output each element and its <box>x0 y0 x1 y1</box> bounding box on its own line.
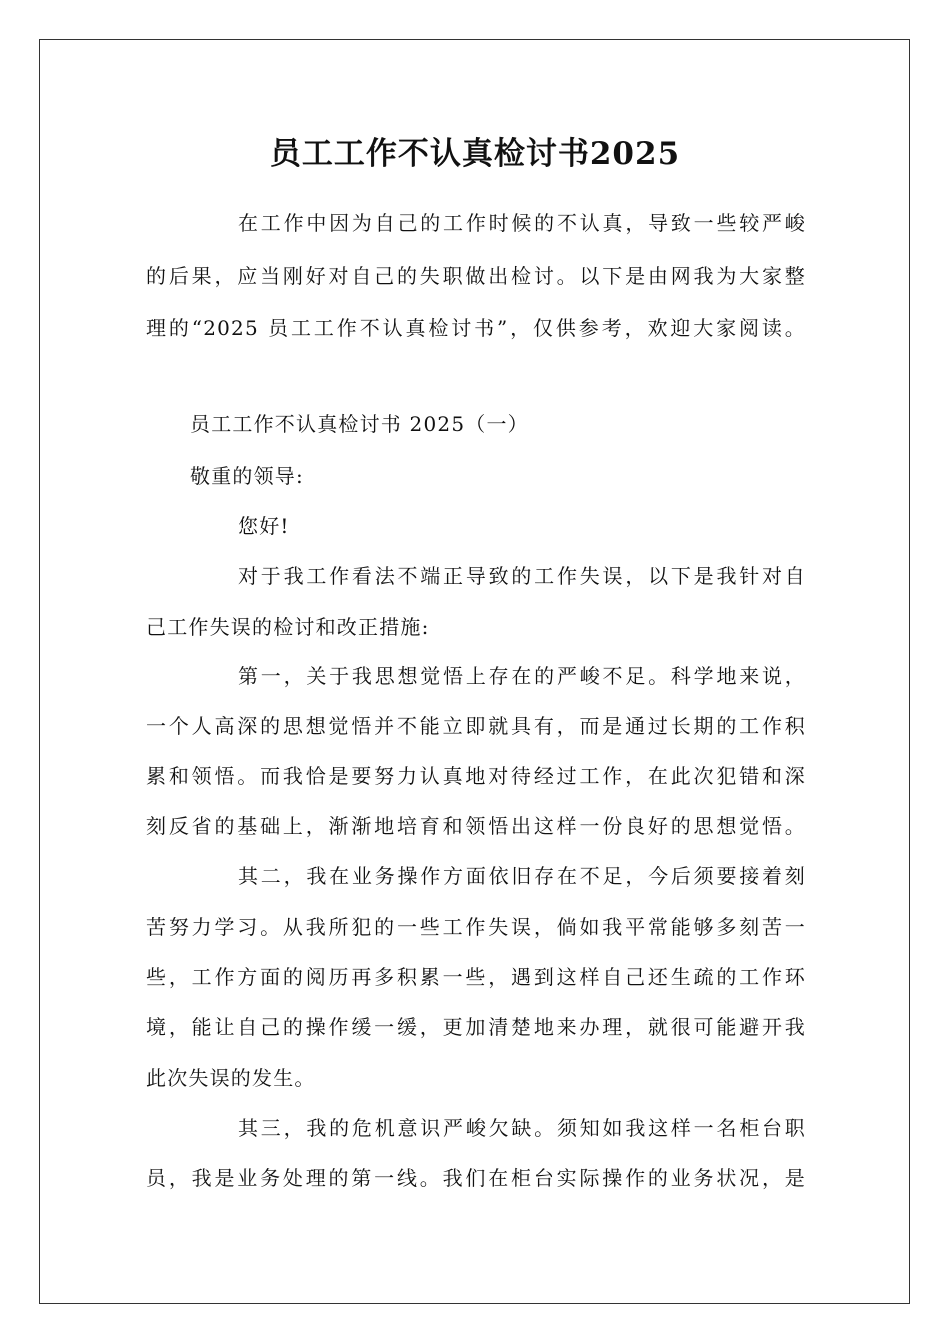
para2-line-1: 第一，关于我思想觉悟上存在的严峻不足。科学地来说， <box>238 664 806 688</box>
greeting: 您好! <box>238 514 290 538</box>
para2-line-4: 刻反省的基础上，渐渐地培育和领悟出这样一份良好的思想觉悟。 <box>146 814 806 838</box>
intro-line-3: 理的“2025 员工工作不认真检讨书”，仅供参考，欢迎大家阅读。 <box>146 316 806 340</box>
intro-line-2: 的后果，应当刚好对自己的失职做出检讨。以下是由网我为大家整 <box>146 264 806 288</box>
para1-line-2: 己工作失误的检讨和改正措施: <box>146 615 430 639</box>
para3-line-3: 些，工作方面的阅历再多积累一些，遇到这样自己还生疏的工作环 <box>146 965 806 989</box>
para4-line-1: 其三，我的危机意识严峻欠缺。须知如我这样一名柜台职 <box>238 1116 806 1140</box>
para1-line-1: 对于我工作看法不端正导致的工作失误，以下是我针对自 <box>238 564 806 588</box>
intro-line-1: 在工作中因为自己的工作时候的不认真，导致一些较严峻 <box>238 211 806 235</box>
section-title: 员工工作不认真检讨书 2025（一） <box>190 412 529 436</box>
para3-line-5: 此次失误的发生。 <box>146 1066 316 1090</box>
para4-line-2: 员，我是业务处理的第一线。我们在柜台实际操作的业务状况，是 <box>146 1166 806 1190</box>
salutation: 敬重的领导: <box>190 464 304 488</box>
para2-line-3: 累和领悟。而我恰是要努力认真地对待经过工作，在此次犯错和深 <box>146 764 806 788</box>
para3-line-4: 境，能让自己的操作缓一缓，更加清楚地来办理，就很可能避开我 <box>146 1015 806 1039</box>
document-title: 员工工作不认真检讨书2025 <box>269 136 681 172</box>
para3-line-2: 苦努力学习。从我所犯的一些工作失误，倘如我平常能够多刻苦一 <box>146 915 806 939</box>
para3-line-1: 其二，我在业务操作方面依旧存在不足，今后须要接着刻 <box>238 864 806 888</box>
para2-line-2: 一个人高深的思想觉悟并不能立即就具有，而是通过长期的工作积 <box>146 714 806 738</box>
